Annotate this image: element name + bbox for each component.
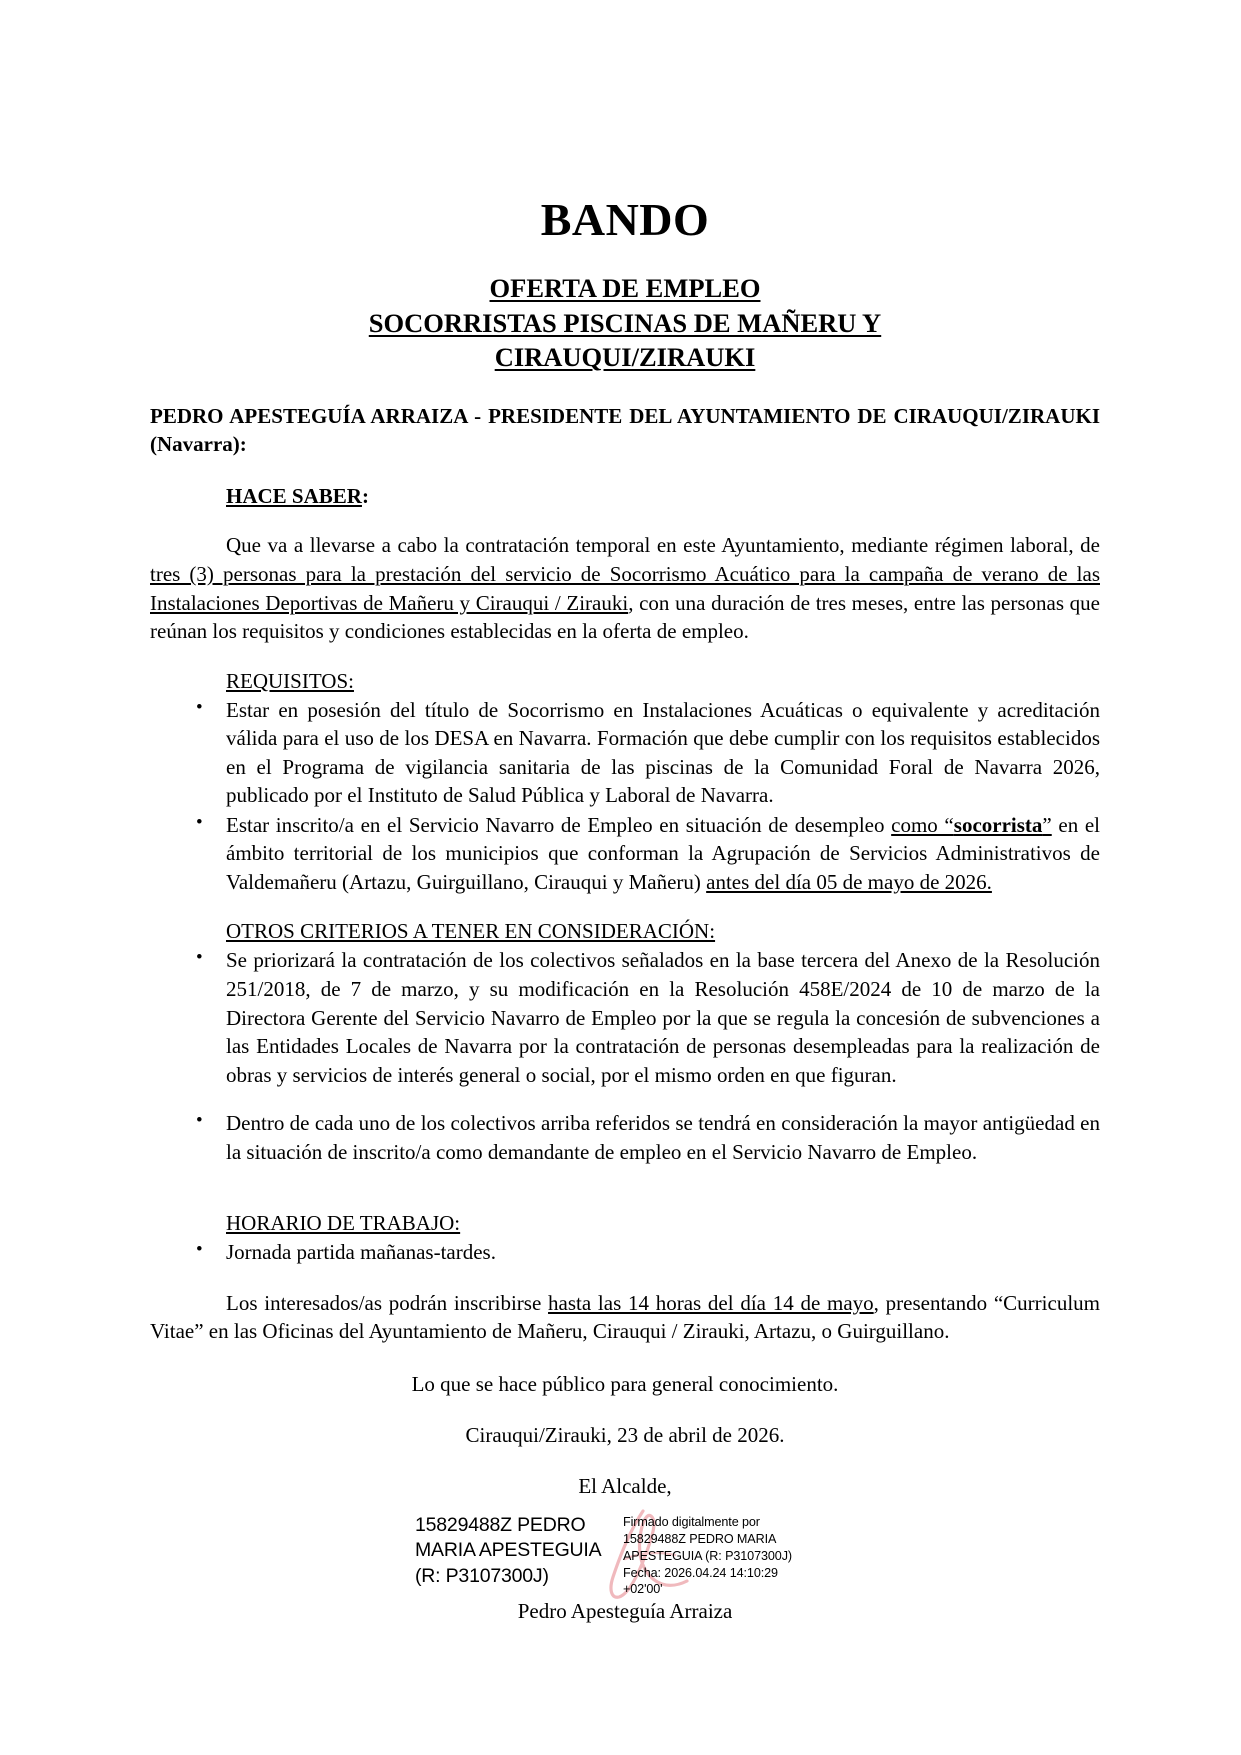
application-paragraph [150, 1289, 1100, 1346]
otros-criterios-heading: OTROS CRITERIOS A TENER EN CONSIDERACIÓN: [226, 919, 716, 944]
digital-signature-stamp [415, 1513, 845, 1599]
horario-heading: HORARIO DE TRABAJO: [226, 1211, 461, 1236]
signer-role: El Alcalde, [578, 1473, 672, 1498]
signature-subject-line-2: MARIA APESTEGUIA [415, 1539, 602, 1562]
horario-heading-wrap [150, 1188, 1100, 1236]
requisito-2-quote-open: como “ [891, 812, 954, 837]
signature-subject-line-1: 15829488Z PEDRO [415, 1513, 586, 1536]
application-deadline: hasta las 14 horas del día 14 de mayo [548, 1290, 874, 1315]
declaration-colon: : [361, 484, 369, 509]
application-part2: , presentando “Curriculum Vitae” en las Oficinas del Ayuntamiento de Mañeru, Cirauqui / Zirauki, Artazu, o Guirguillano. [150, 1290, 1100, 1344]
signature-meta-line-2: 15829488Z PEDRO MARIA [623, 1531, 777, 1546]
page-title: BANDO [540, 194, 710, 245]
criterio-2-text: Dentro de cada uno de los colectivos arriba referidos se tendrá en consideración la mayor antigüedad en la situación de inscrito/a como demandante de empleo en el Servicio Navarro de Empleo. [226, 1111, 1100, 1164]
requisito-2-underlined [891, 813, 1052, 837]
requisito-2-mid: en el ámbito territorial de los municipios que conforman la Agrupación de Servicios Administrativos de Valdemañeru (Artazu, Guirguillano, Cirauqui y Mañeru) [226, 812, 1100, 894]
requisito-2-quote-close: ” [1042, 812, 1052, 837]
requisitos-heading: REQUISITOS: [226, 668, 354, 693]
signature-subject-line-3: (R: P3107300J) [415, 1564, 549, 1587]
requisito-2-deadline: antes del día 05 de mayo de 2026. [706, 869, 992, 894]
requisitos-heading-wrap [150, 646, 1100, 694]
signature-subject [415, 1513, 615, 1589]
list-item [150, 1238, 1100, 1267]
subtitle-line-1: OFERTA DE EMPLEO [489, 273, 761, 304]
signature-meta-line-3: APESTEGUIA (R: P3107300J) [623, 1548, 792, 1563]
declaration-heading: HACE SABER: [226, 484, 369, 509]
requisito-1-text: Estar en posesión del título de Socorrismo en Instalaciones Acuáticas o equivalente y acreditación válida para el uso de los DESA en Navarra. Formación que debe cumplir con los requisitos establecidos en el Programa de vigilancia sanitaria de las piscinas de la Comunidad Foral de Navarra 2026, publicado por el Instituto de Salud Pública y Laboral de Navarra. [226, 697, 1100, 808]
document-subtitle [150, 271, 1100, 374]
list-item [150, 811, 1100, 897]
signature-meta-line-1: Firmado digitalmente por [623, 1514, 760, 1529]
otros-criterios-heading-wrap [150, 896, 1100, 944]
subtitle-line-2: SOCORRISTAS PISCINAS DE MAÑERU Y [368, 307, 882, 338]
otros-criterios-list [150, 946, 1100, 1166]
signature-meta-line-5: +02'00' [623, 1582, 663, 1597]
horario-1-text: Jornada partida mañanas-tardes. [226, 1240, 496, 1265]
requisito-2-bold: socorrista [953, 812, 1043, 837]
intro-underlined: tres (3) personas para la prestación del servicio de Socorrismo Acuático para la campaña de verano de las Instalaciones Deportivas de Mañeru y Cirauqui / Zirauki [150, 562, 1100, 615]
application-part1: Los interesados/as podrán inscribirse [226, 1290, 549, 1315]
public-notice: Lo que se hace público para general conocimiento. [411, 1371, 839, 1396]
horario-list [150, 1238, 1100, 1267]
intro-part1: Que va a llevarse a cabo la contratación temporal en este Ayuntamiento, mediante régimen laboral, de [226, 533, 1100, 558]
signer-name: Pedro Apesteguía Arraiza [517, 1598, 733, 1623]
requisito-2-pre: Estar inscrito/a en el Servicio Navarro de Empleo en situación de desempleo [226, 812, 892, 837]
list-item [150, 946, 1100, 1089]
document-content [150, 0, 1100, 1624]
requisitos-list [150, 696, 1100, 897]
subtitle-line-3: CIRAUQUI/ZIRAUKI [494, 342, 756, 373]
list-item [150, 1109, 1100, 1166]
intro-paragraph [150, 531, 1100, 645]
signature-metadata [623, 1514, 853, 1598]
authority-paragraph: PEDRO APESTEGUÍA ARRAIZA - PRESIDENTE DEL AYUNTAMIENTO DE CIRAUQUI/ZIRAUKI (Navarra): [150, 403, 1100, 456]
signature-meta-line-4: Fecha: 2026.04.24 14:10:29 [623, 1565, 778, 1580]
list-item [150, 696, 1100, 810]
intro-part2: , con una duración de tres meses, entre las personas que reúnan los requisitos y condiciones establecidas en la oferta de empleo. [150, 590, 1101, 644]
place-date: Cirauqui/Zirauki, 23 de abril de 2026. [465, 1422, 785, 1447]
criterio-1-text: Se priorizará la contratación de los colectivos señalados en la base tercera del Anexo de la Resolución 251/2018, de 7 de marzo, y su modificación en la Resolución 458E/2024 de 10 de marzo de la Directora Gerente del Servicio Navarro de Empleo por la que se regula la concesión de subvenciones a las Entidades Locales de Navarra por la contratación de personas desempleadas para la realización de obras y servicios de interés general o social, por el mismo orden en que figuran. [226, 948, 1100, 1087]
